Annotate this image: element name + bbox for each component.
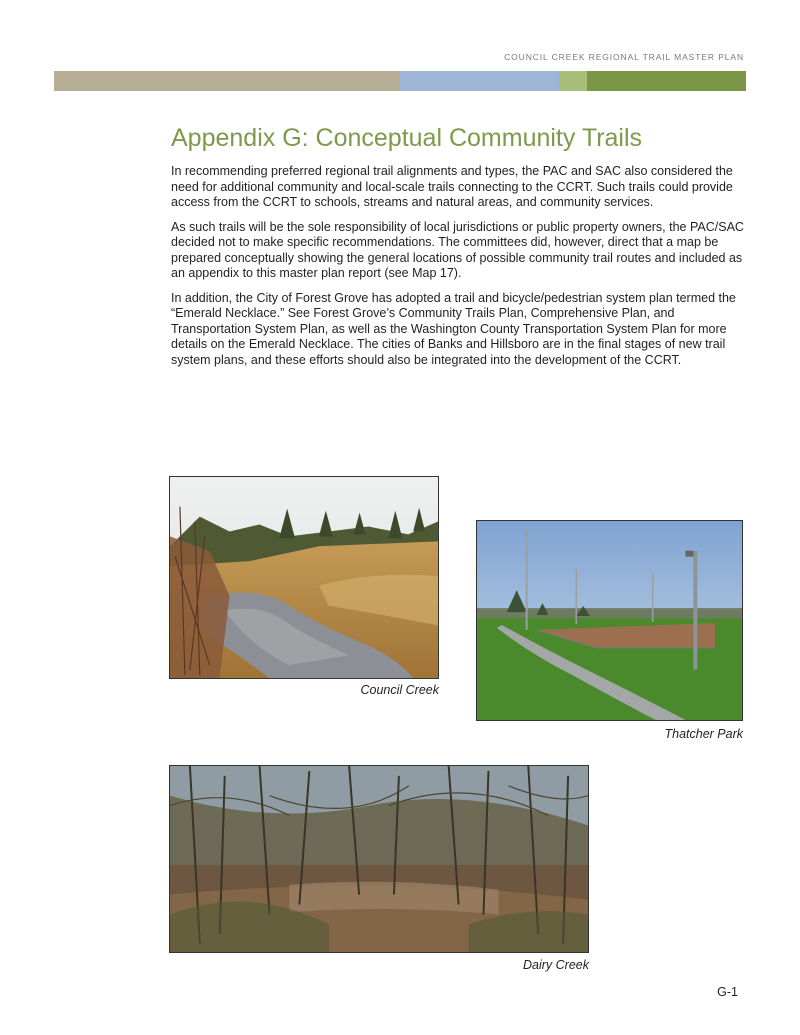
council-creek-photo (169, 476, 439, 679)
dairy-creek-caption: Dairy Creek (523, 958, 589, 972)
band-segment-light-green (559, 71, 587, 91)
thatcher-park-caption: Thatcher Park (664, 727, 743, 741)
paragraph-2: As such trails will be the sole responsibility of local jurisdictions or public property owners, the PAC/SAC decided not to make specific recommendations. The committees did, however, direct that a map be prepared conceptually showing the general locations of possible community trail routes and included as an appendix to this master plan report (see Map 17). (171, 219, 744, 280)
band-segment-tan (54, 71, 400, 91)
page-title: Appendix G: Conceptual Community Trails (171, 124, 643, 152)
header-color-band (54, 71, 746, 91)
thatcher-park-photo (476, 520, 743, 721)
council-creek-caption: Council Creek (360, 683, 439, 697)
dairy-creek-photo (169, 765, 589, 953)
band-segment-blue (400, 71, 559, 91)
paragraph-3: In addition, the City of Forest Grove has adopted a trail and bicycle/pedestrian system plan termed the “Emerald Necklace.” See Forest Grove’s Community Trails Plan, Comprehensive Plan, and Transportation System Plan, as well as the Washington County Transportation System Plan for more details on the Emerald Necklace. The cities of Banks and Hillsboro are in the final stages of new trail system plans, and these efforts should also be integrated into the development of the CCRT. (171, 290, 736, 367)
body-text (171, 164, 747, 377)
paragraph-1: In recommending preferred regional trail alignments and types, the PAC and SAC also considered the need for additional community and local-scale trails connecting to the CCRT. Such trails could provide access from the CCRT to schools, streams and natural areas, and community services. (171, 164, 733, 209)
page-number: G-1 (717, 985, 738, 999)
running-header: COUNCIL CREEK REGIONAL TRAIL MASTER PLAN (504, 52, 744, 62)
band-segment-green (587, 71, 746, 91)
